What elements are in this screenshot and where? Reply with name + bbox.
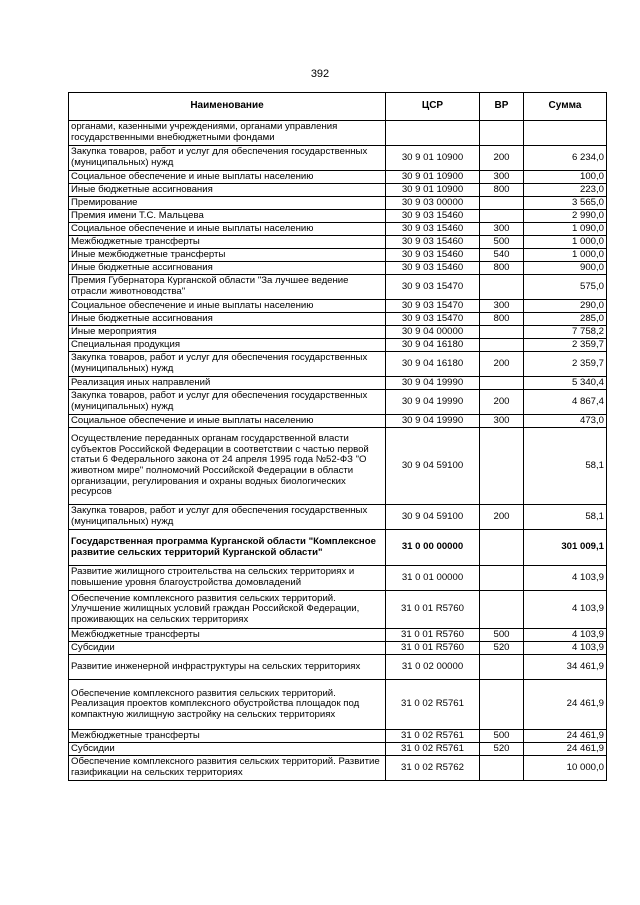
table-row (69, 146, 607, 171)
cell-vr: 800 (480, 262, 524, 275)
table-header-row (69, 93, 607, 121)
cell-name: Иные межбюджетные трансферты (69, 249, 386, 262)
cell-csr: 30 9 03 00000 (386, 197, 480, 210)
cell-vr: 500 (480, 236, 524, 249)
table-row (69, 680, 607, 730)
table-row (69, 390, 607, 415)
cell-csr: 30 9 04 59100 (386, 505, 480, 530)
cell-csr: 31 0 02 R5761 (386, 743, 480, 756)
cell-csr: 30 9 03 15460 (386, 262, 480, 275)
table-row (69, 171, 607, 184)
table-row (69, 591, 607, 629)
page-number: 392 (310, 68, 330, 80)
cell-sum: 301 009,1 (524, 530, 607, 566)
table-row (69, 428, 607, 505)
header-vr: ВР (480, 93, 524, 121)
cell-sum: 3 565,0 (524, 197, 607, 210)
table-row (69, 313, 607, 326)
cell-csr: 30 9 01 10900 (386, 171, 480, 184)
header-csr: ЦСР (386, 93, 480, 121)
cell-csr: 30 9 04 19990 (386, 377, 480, 390)
cell-name: Закупка товаров, работ и услуг для обеспечения государственных (муниципальных) нужд (69, 146, 386, 171)
cell-csr: 30 9 03 15470 (386, 275, 480, 300)
cell-vr: 520 (480, 642, 524, 655)
cell-csr: 30 9 04 19990 (386, 415, 480, 428)
cell-name: Специальная продукция (69, 339, 386, 352)
table-row (69, 249, 607, 262)
cell-vr: 300 (480, 171, 524, 184)
table-row (69, 743, 607, 756)
cell-csr: 31 0 01 R5760 (386, 591, 480, 629)
cell-sum: 1 090,0 (524, 223, 607, 236)
cell-csr: 31 0 02 R5761 (386, 680, 480, 730)
table-row (69, 505, 607, 530)
cell-csr: 30 9 04 59100 (386, 428, 480, 505)
table-row (69, 121, 607, 146)
table-row (69, 326, 607, 339)
cell-csr: 31 0 01 R5760 (386, 642, 480, 655)
cell-vr (480, 591, 524, 629)
cell-sum: 58,1 (524, 428, 607, 505)
cell-sum: 2 359,7 (524, 352, 607, 377)
cell-name: Государственная программа Курганской области "Комплексное развитие сельских территорий Курганской области" (69, 530, 386, 566)
cell-sum: 4 103,9 (524, 566, 607, 591)
cell-csr: 31 0 00 00000 (386, 530, 480, 566)
cell-sum: 575,0 (524, 275, 607, 300)
cell-vr: 500 (480, 730, 524, 743)
cell-sum: 6 234,0 (524, 146, 607, 171)
cell-name: Иные бюджетные ассигнования (69, 262, 386, 275)
cell-sum (524, 121, 607, 146)
header-sum: Сумма (524, 93, 607, 121)
cell-name: Социальное обеспечение и иные выплаты населению (69, 223, 386, 236)
cell-csr: 30 9 03 15470 (386, 313, 480, 326)
cell-vr (480, 275, 524, 300)
cell-sum: 7 758,2 (524, 326, 607, 339)
cell-vr: 300 (480, 223, 524, 236)
cell-vr: 800 (480, 184, 524, 197)
cell-name: органами, казенными учреждениями, органами управления государственными внебюджетными фондами (69, 121, 386, 146)
cell-sum: 24 461,9 (524, 730, 607, 743)
table-row (69, 730, 607, 743)
table-row (69, 262, 607, 275)
cell-sum: 285,0 (524, 313, 607, 326)
table-row (69, 300, 607, 313)
cell-name: Закупка товаров, работ и услуг для обеспечения государственных (муниципальных) нужд (69, 352, 386, 377)
cell-name: Межбюджетные трансферты (69, 236, 386, 249)
cell-name: Реализация иных направлений (69, 377, 386, 390)
table-row (69, 530, 607, 566)
cell-vr (480, 121, 524, 146)
cell-name: Межбюджетные трансферты (69, 629, 386, 642)
cell-vr (480, 377, 524, 390)
cell-vr: 300 (480, 415, 524, 428)
cell-csr: 30 9 04 19990 (386, 390, 480, 415)
cell-name: Закупка товаров, работ и услуг для обеспечения государственных (муниципальных) нужд (69, 505, 386, 530)
cell-sum: 4 103,9 (524, 629, 607, 642)
cell-vr (480, 210, 524, 223)
cell-csr (386, 121, 480, 146)
cell-vr (480, 566, 524, 591)
table-row (69, 210, 607, 223)
cell-csr: 30 9 04 16180 (386, 352, 480, 377)
budget-table (68, 92, 607, 781)
cell-name: Премирование (69, 197, 386, 210)
cell-sum: 34 461,9 (524, 655, 607, 680)
table-row (69, 566, 607, 591)
cell-vr (480, 339, 524, 352)
cell-name: Обеспечение комплексного развития сельских территорий. Улучшение жилищных условий граждан Российской Федерации, проживающих на сельских территориях (69, 591, 386, 629)
cell-name: Обеспечение комплексного развития сельских территорий. Развитие газификации на сельских территориях (69, 756, 386, 781)
cell-vr (480, 530, 524, 566)
cell-sum: 223,0 (524, 184, 607, 197)
cell-name: Развитие инженерной инфраструктуры на сельских территориях (69, 655, 386, 680)
table-row (69, 629, 607, 642)
cell-name: Межбюджетные трансферты (69, 730, 386, 743)
cell-csr: 30 9 01 10900 (386, 184, 480, 197)
cell-sum: 2 359,7 (524, 339, 607, 352)
table-row (69, 415, 607, 428)
cell-sum: 290,0 (524, 300, 607, 313)
cell-csr: 30 9 03 15460 (386, 223, 480, 236)
cell-csr: 30 9 03 15470 (386, 300, 480, 313)
cell-sum: 4 867,4 (524, 390, 607, 415)
table-row (69, 223, 607, 236)
cell-csr: 30 9 04 00000 (386, 326, 480, 339)
cell-csr: 31 0 01 R5760 (386, 629, 480, 642)
cell-name: Социальное обеспечение и иные выплаты населению (69, 300, 386, 313)
cell-csr: 30 9 03 15460 (386, 236, 480, 249)
cell-csr: 30 9 03 15460 (386, 249, 480, 262)
header-name: Наименование (69, 93, 386, 121)
cell-sum: 473,0 (524, 415, 607, 428)
cell-vr (480, 655, 524, 680)
table-row (69, 184, 607, 197)
cell-name: Иные бюджетные ассигнования (69, 313, 386, 326)
cell-name: Премия имени Т.С. Мальцева (69, 210, 386, 223)
cell-csr: 31 0 02 00000 (386, 655, 480, 680)
cell-vr: 800 (480, 313, 524, 326)
cell-vr: 200 (480, 352, 524, 377)
cell-name: Осуществление переданных органам государственной власти субъектов Российской Федерации в соответствии с частью первой статьи 6 Федерального закона от 24 апреля 1995 года №52-ФЗ "О животном мире" полномочий Российской Федерации в области организации, регулирования и охраны водных биологических ресурсов (69, 428, 386, 505)
cell-vr: 300 (480, 300, 524, 313)
cell-csr: 31 0 01 00000 (386, 566, 480, 591)
cell-sum: 2 990,0 (524, 210, 607, 223)
table-row (69, 352, 607, 377)
table-row (69, 197, 607, 210)
cell-name: Социальное обеспечение и иные выплаты населению (69, 171, 386, 184)
cell-sum: 4 103,9 (524, 591, 607, 629)
table-row (69, 339, 607, 352)
cell-csr: 31 0 02 R5762 (386, 756, 480, 781)
table-row (69, 655, 607, 680)
cell-vr: 200 (480, 505, 524, 530)
table-row (69, 377, 607, 390)
cell-sum: 4 103,9 (524, 642, 607, 655)
table-row (69, 236, 607, 249)
cell-sum: 5 340,4 (524, 377, 607, 390)
cell-name: Субсидии (69, 743, 386, 756)
cell-vr (480, 326, 524, 339)
cell-sum: 24 461,9 (524, 743, 607, 756)
cell-csr: 31 0 02 R5761 (386, 730, 480, 743)
cell-name: Субсидии (69, 642, 386, 655)
cell-name: Развитие жилищного строительства на сельских территориях и повышение уровня благоустройства домовладений (69, 566, 386, 591)
cell-name: Обеспечение комплексного развития сельских территорий. Реализация проектов комплексного обустройства площадок под компактную жилищную застройку на сельских территориях (69, 680, 386, 730)
cell-vr: 500 (480, 629, 524, 642)
cell-csr: 30 9 04 16180 (386, 339, 480, 352)
cell-sum: 1 000,0 (524, 249, 607, 262)
cell-sum: 100,0 (524, 171, 607, 184)
cell-sum: 900,0 (524, 262, 607, 275)
cell-csr: 30 9 01 10900 (386, 146, 480, 171)
cell-sum: 24 461,9 (524, 680, 607, 730)
table-row (69, 642, 607, 655)
cell-vr: 200 (480, 390, 524, 415)
cell-sum: 10 000,0 (524, 756, 607, 781)
cell-name: Иные бюджетные ассигнования (69, 184, 386, 197)
table-row (69, 756, 607, 781)
cell-csr: 30 9 03 15460 (386, 210, 480, 223)
cell-vr: 200 (480, 146, 524, 171)
cell-sum: 58,1 (524, 505, 607, 530)
cell-name: Социальное обеспечение и иные выплаты населению (69, 415, 386, 428)
cell-vr (480, 680, 524, 730)
cell-vr (480, 428, 524, 505)
cell-vr: 520 (480, 743, 524, 756)
cell-name: Иные мероприятия (69, 326, 386, 339)
cell-sum: 1 000,0 (524, 236, 607, 249)
cell-vr: 540 (480, 249, 524, 262)
cell-name: Премия Губернатора Курганской области "За лучшее ведение отрасли животноводства" (69, 275, 386, 300)
table-row (69, 275, 607, 300)
cell-vr (480, 756, 524, 781)
cell-vr (480, 197, 524, 210)
cell-name: Закупка товаров, работ и услуг для обеспечения государственных (муниципальных) нужд (69, 390, 386, 415)
